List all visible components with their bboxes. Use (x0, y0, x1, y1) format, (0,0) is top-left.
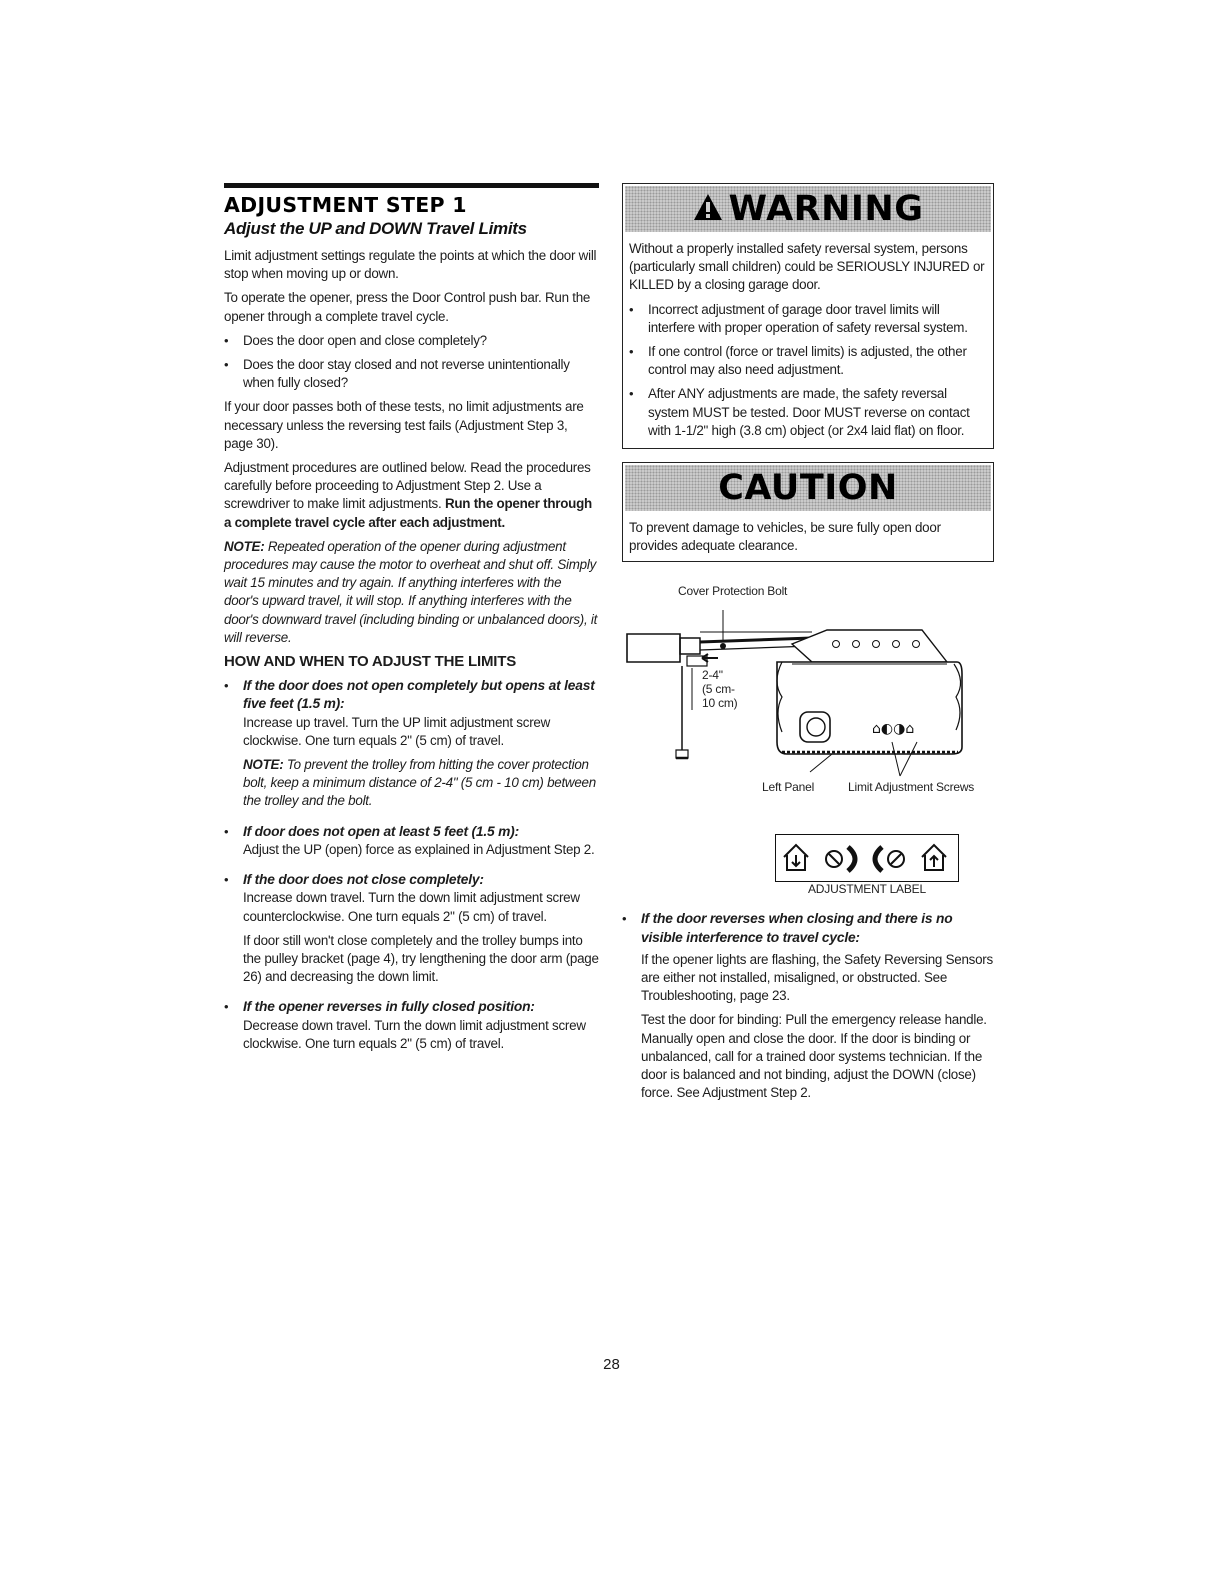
intro-paragraph: Limit adjustment settings regulate the points at which the door will stop when moving up or down. (224, 248, 597, 282)
cover-bolt-label: Cover Protection Bolt (678, 584, 788, 599)
caution-text: To prevent damage to vehicles, be sure fully open door provides adequate clearance. (629, 520, 941, 554)
warning-title: WARNING (728, 189, 924, 229)
case-item: • If the door does not close completely: Increase down travel. Turn the down limit adjustment screw counterclockwise. One turn equals 2" (5 cm) of travel. If door still won't close completely and the trolley bumps into the pulley bracket (page 4), try lengthening the door arm (page 26) and decreasing the down limit. (224, 872, 599, 985)
left-panel-label: Left Panel (762, 780, 815, 795)
caution-banner (625, 465, 991, 511)
warning-box (622, 183, 994, 449)
case-item: • If the opener reverses in fully closed position: Decrease down travel. Turn the down limit adjustment screw clockwise. One turn equals 2" (5 cm) of travel. (224, 999, 586, 1051)
step-title: ADJUSTMENT STEP 1 (224, 193, 467, 217)
section-heading: HOW AND WHEN TO ADJUST THE LIMITS (224, 653, 517, 671)
opener-diagram (622, 584, 994, 834)
caution-title: CAUTION (718, 468, 898, 509)
opener-illustration (622, 602, 992, 782)
case-item: • If the door reverses when closing and there is no visible interference to travel cycle: If the opener lights are flashing, the Safety Reversing Sensors are either not installed, misaligned, or obstructed. See Troubleshooting, page 23. Test the door for binding: Pull the emergency release handle. Manually open and close the door. If the door is binding or unbalanced, call for a trained door systems technician. If the door is balanced and not binding, adjust the DOWN (close) force. See Adjustment Step 2. (622, 911, 993, 1101)
adjustment-label-caption: ADJUSTMENT LABEL (808, 882, 926, 897)
warning-banner (625, 186, 991, 232)
warning-item: • After ANY adjustments are made, the safety reversal system MUST be tested. Door MUST reverse on contact with 1-1/2" high (3.8 cm) object (or 2x4 laid flat) on floor. (629, 386, 970, 438)
case-item: • If the door does not open completely but opens at least five feet (1.5 m): Increase up travel. Turn the UP limit adjustment screw clockwise. One turn equals 2" (5 cm) of travel. NOTE: To prevent the trolley from hitting the cover protection bolt, keep a minimum distance of 2-4" (5 cm - 10 cm) between the trolley and the bolt. (224, 678, 596, 809)
right-column (622, 183, 994, 1114)
adjustment-label-area (622, 834, 994, 898)
warning-item: • Incorrect adjustment of garage door travel limits will interfere with proper operation of safety reversal system. (629, 301, 968, 335)
step-subtitle: Adjust the UP and DOWN Travel Limits (224, 219, 527, 238)
case-item: • If door does not open at least 5 feet (1.5 m): Adjust the UP (open) force as explained in Adjustment Step 2. (224, 823, 595, 857)
svg-text:⌂◐◑⌂: ⌂◐◑⌂ (872, 721, 915, 738)
caution-box (622, 462, 994, 562)
page-number: 28 (603, 1356, 620, 1373)
tests-paragraph: If your door passes both of these tests, no limit adjustments are necessary unless the reversing test fails (Adjustment Step 3, page 30). (224, 399, 584, 451)
left-column (224, 183, 599, 1065)
procedure-bold-text: Run the opener through a complete travel cycle after each adjustment. (224, 496, 592, 530)
warning-intro: Without a properly installed safety reversal system, persons (particularly small children) could be SERIOUSLY INJURED or KILLED by a closing garage door. (629, 241, 985, 293)
procedure-paragraph: Adjustment procedures are outlined below. Read the procedures carefully before proceeding to Adjustment Step 2. Use a screwdriver to make limit adjustments. Run the opener through a complete travel cycle after each adjustment. (224, 460, 592, 530)
question-item: • Does the door open and close completely? (224, 332, 487, 348)
question-item: • Does the door stay closed and not reverse unintentionally when fully closed? (224, 357, 570, 391)
warning-item: • If one control (force or travel limits) is adjusted, the other control may also need adjustment. (629, 344, 967, 378)
heading-rule (224, 183, 599, 188)
operate-paragraph: To operate the opener, press the Door Control push bar. Run the opener through a complete travel cycle. (224, 290, 591, 324)
note-paragraph: NOTE: Repeated operation of the opener during adjustment procedures may cause the motor to overheat and shut off. Simply wait 15 minutes and try again. If anything interferes with the door's upward travel, it will stop. If anything interferes with the door's downward travel (including binding or unbalanced doors), it will reverse. (224, 538, 598, 645)
limit-screws-label: Limit Adjustment Screws (848, 780, 975, 795)
distance-label: 2-4" (5 cm- 10 cm) (702, 668, 738, 711)
warning-triangle-icon (693, 193, 723, 226)
adjustment-label-graphic (775, 834, 959, 882)
